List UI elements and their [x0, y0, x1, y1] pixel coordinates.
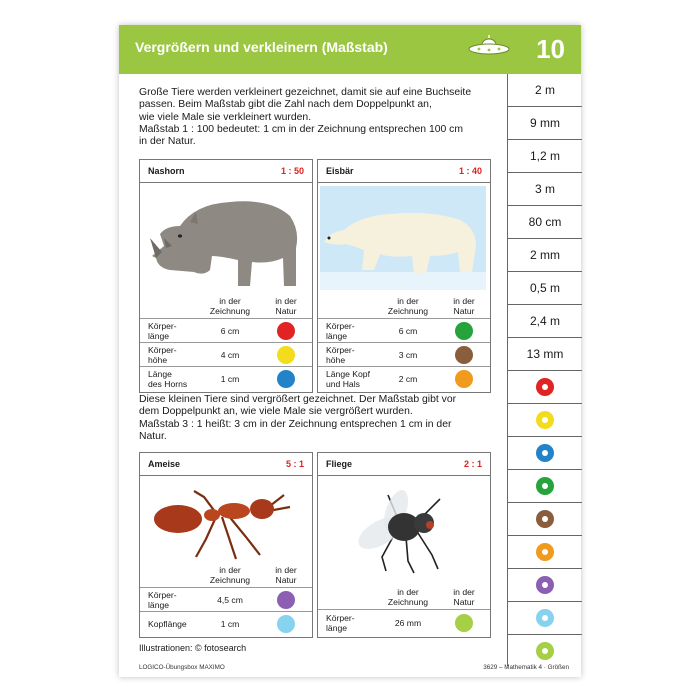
answer-dot[interactable] [536, 411, 554, 429]
color-dot [277, 322, 295, 340]
animal-name: Fliege [326, 459, 353, 469]
answer-dot-cell[interactable] [508, 437, 582, 470]
animal-scale: 1 : 40 [458, 166, 482, 176]
rhino-illustration [150, 186, 302, 292]
answer-dot[interactable] [536, 642, 554, 660]
answer-dot-cell[interactable] [508, 470, 582, 503]
illustration-credit: Illustrationen: © fotosearch [139, 643, 247, 653]
animal-box-polar-bear: Eisbär 1 : 40 in der Zeichnung in der Natur Körper- länge 6 cm Körper- höhe 3 cm Länge Kopf und Hals 2 cm [317, 159, 491, 393]
answer-column [507, 74, 582, 666]
ant-illustration [150, 479, 302, 563]
answer-dot-cell[interactable] [508, 569, 582, 602]
table-row: Länge Kopf und Hals 2 cm [318, 366, 490, 391]
color-dot [277, 346, 295, 364]
animal-scale: 5 : 1 [285, 459, 304, 469]
card-header [119, 25, 581, 74]
table-row: Länge des Horns 1 cm [140, 366, 312, 391]
answer-cell[interactable]: 80 cm [508, 206, 582, 239]
color-dot [277, 370, 295, 388]
answer-dot[interactable] [536, 477, 554, 495]
animal-name: Ameise [148, 459, 181, 469]
answer-dot-cell[interactable] [508, 404, 582, 437]
animal-box-rhino: Nashorn 1 : 50 in der Zeichnung in der Natur Körper- länge 6 cm Körper- höhe 4 cm Länge des Horns 1 cm [139, 159, 313, 393]
answer-cell[interactable]: 1,2 m [508, 140, 582, 173]
color-dot [277, 615, 295, 633]
answer-cell[interactable]: 2 m [508, 74, 582, 107]
footer-right: 3629 – Mathematik 4 · Größen [483, 664, 569, 671]
color-dot [277, 591, 295, 609]
answer-dot-cell[interactable] [508, 536, 582, 569]
intro-text-large: Große Tiere werden verkleinert gezeichnet, damit sie auf eine Buchseite passen. Beim Maßstab gibt die Zahl nach dem Doppelpunkt an, wie viele Male sie verkleinert wurden. Maßstab 1 : 100 bedeutet: 1 cm in der Zeichnung entsprechen 100 cm in der Natur. [139, 87, 472, 148]
footer-left: LOGICO-Übungsbox MAXIMO [139, 664, 225, 671]
card-title: Vergrößern und verkleinern (Maßstab) [135, 39, 388, 55]
answer-dot-cell[interactable] [508, 371, 582, 404]
answer-dot-cell[interactable] [508, 602, 582, 635]
answer-cell[interactable]: 13 mm [508, 338, 582, 371]
table-row: Kopflänge 1 cm [140, 611, 312, 636]
intro-text-small: Diese kleinen Tiere sind vergrößert gezeichnet. Der Maßstab gibt vor dem Doppelpunkt an, wie viele Male sie vergrößert wurden. Maßstab 3 : 1 heißt: 3 cm in der Zeichnung entsprechen 1 cm in der Natur. [139, 394, 457, 442]
animal-name: Nashorn [148, 166, 185, 176]
ufo-icon [467, 35, 511, 59]
answer-dot[interactable] [536, 576, 554, 594]
table-row: Körper- länge 26 mm [318, 609, 490, 636]
fly-illustration [328, 479, 480, 581]
answer-dot[interactable] [536, 378, 554, 396]
table-row: Körper- höhe 3 cm [318, 342, 490, 367]
color-dot [455, 346, 473, 364]
answer-cell[interactable]: 3 m [508, 173, 582, 206]
table-row: Körper- länge 6 cm [318, 318, 490, 343]
exercise-card [119, 25, 581, 677]
color-dot [455, 614, 473, 632]
animal-scale: 2 : 1 [463, 459, 482, 469]
table-row: Körper- länge 4,5 cm [140, 587, 312, 612]
animal-scale: 1 : 50 [280, 166, 304, 176]
polar-bear-illustration [320, 186, 486, 292]
answer-cell[interactable]: 0,5 m [508, 272, 582, 305]
animal-name: Eisbär [326, 166, 354, 176]
card-number: 10 [536, 34, 565, 64]
table-row: Körper- höhe 4 cm [140, 342, 312, 367]
answer-dot[interactable] [536, 510, 554, 528]
answer-cell[interactable]: 9 mm [508, 107, 582, 140]
answer-cell[interactable]: 2 mm [508, 239, 582, 272]
color-dot [455, 370, 473, 388]
answer-dot-cell[interactable] [508, 635, 582, 667]
answer-dot[interactable] [536, 543, 554, 561]
color-dot [455, 322, 473, 340]
animal-box-ant: Ameise 5 : 1 in der Zeichnung in der Natur Körper- länge 4,5 cm Kopflänge 1 cm [139, 452, 313, 638]
animal-box-fly: Fliege 2 : 1 in der Zeichnung in der Natur Körper- länge 26 mm [317, 452, 491, 638]
answer-dot[interactable] [536, 444, 554, 462]
table-row: Körper- länge 6 cm [140, 318, 312, 343]
answer-dot-cell[interactable] [508, 503, 582, 536]
answer-cell[interactable]: 2,4 m [508, 305, 582, 338]
answer-dot[interactable] [536, 609, 554, 627]
